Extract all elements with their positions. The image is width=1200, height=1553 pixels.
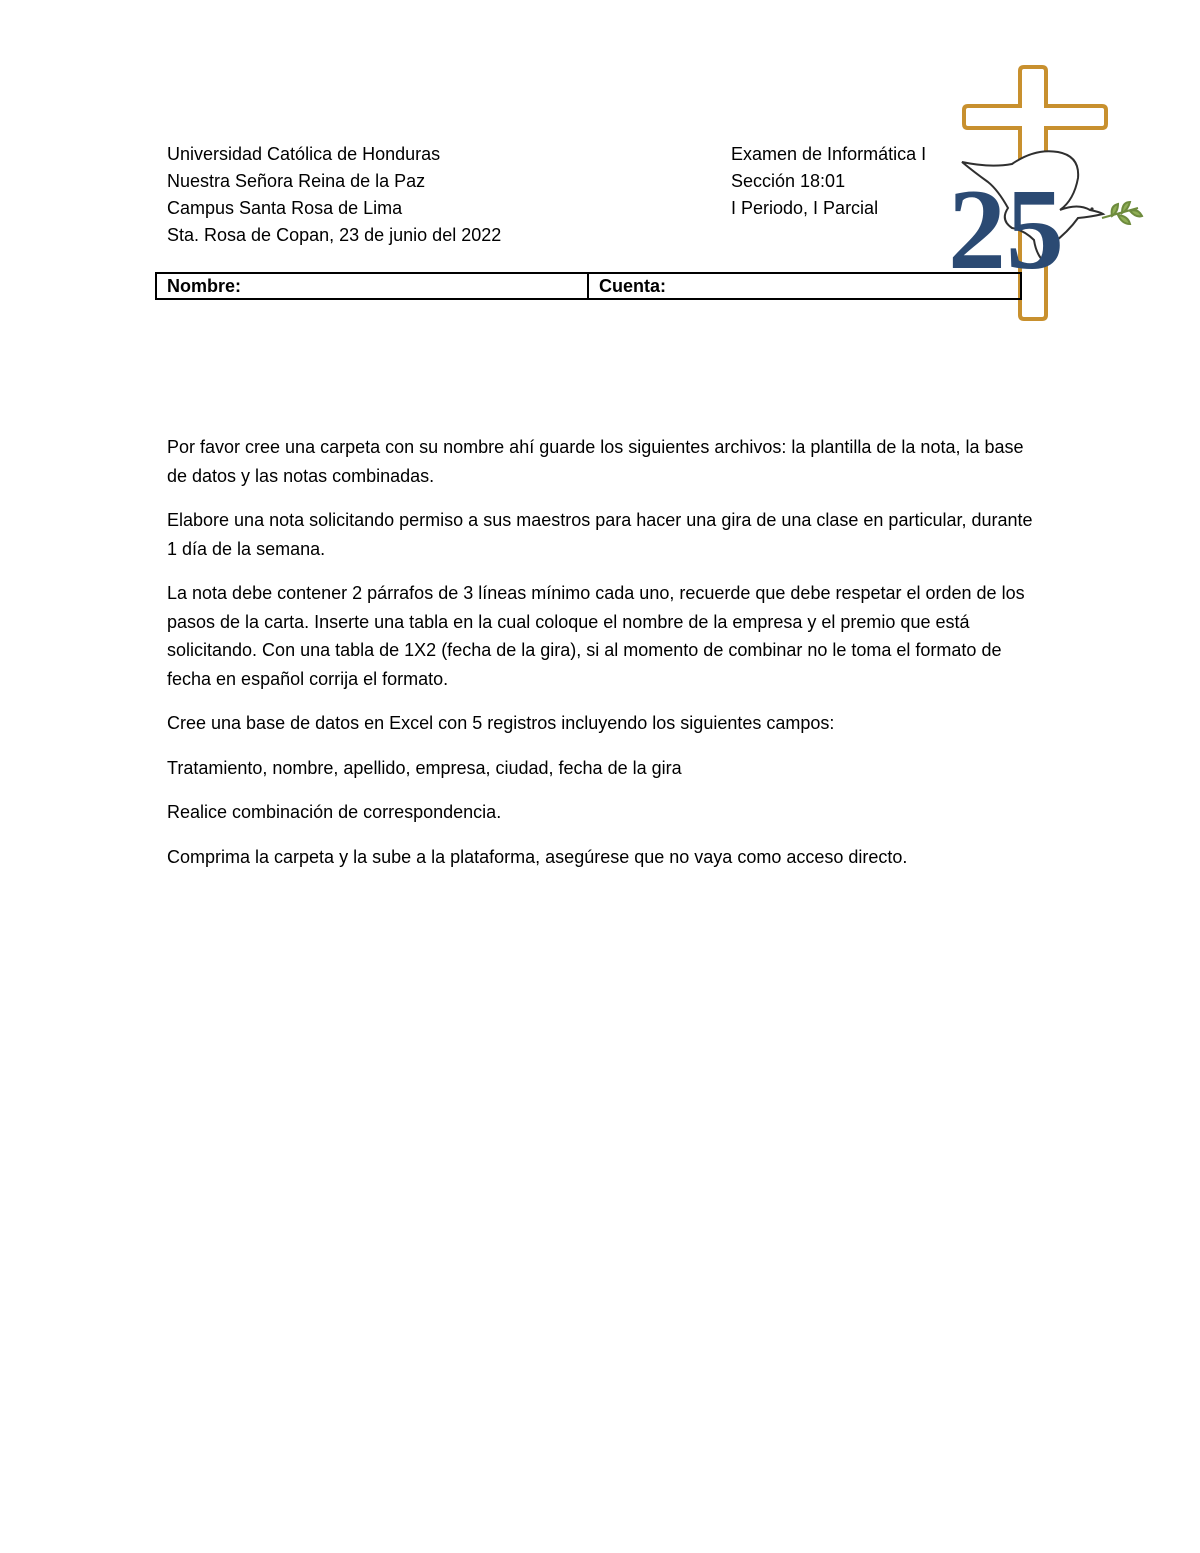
university-name: Universidad Católica de Honduras [167, 144, 441, 164]
campus-name: Campus Santa Rosa de Lima [167, 198, 403, 218]
institution-header [167, 141, 707, 249]
name-field[interactable] [157, 274, 589, 298]
exam-header [731, 141, 961, 222]
svg-text:25: 25 [948, 166, 1064, 294]
instruction-paragraph: Realice combinación de correspondencia. [167, 802, 502, 822]
instructions [167, 433, 1047, 887]
exam-period: I Periodo, I Parcial [731, 198, 879, 218]
instruction-paragraph: Cree una base de datos en Excel con 5 registros incluyendo los siguientes campos: [167, 713, 835, 733]
student-id-table [155, 272, 1022, 300]
name-label: Nombre: [167, 276, 242, 296]
account-field[interactable] [589, 274, 1020, 298]
campus-patron: Nuestra Señora Reina de la Paz [167, 171, 426, 191]
instruction-paragraph: Comprima la carpeta y la sube a la plataforma, asegúrese que no vaya como acceso directo. [167, 846, 908, 867]
instruction-paragraph: La nota debe contener 2 párrafos de 3 líneas mínimo cada uno, recuerde que debe respetar el orden de los pasos de la carta. Inserte una tabla en la cual coloque el nombre de la empresa y el premio que está solicitando. Con una tabla de 1X2 (fecha de la gira), si al momento de combinar no le toma el formato de fecha en español corrija el formato. [167, 583, 1025, 689]
place-date: Sta. Rosa de Copan, 23 de junio del 2022 [167, 225, 502, 245]
exam-section: Sección 18:01 [731, 171, 846, 191]
exam-title: Examen de Informática I [731, 144, 927, 164]
account-label: Cuenta: [599, 276, 666, 296]
instruction-paragraph: Elabore una nota solicitando permiso a sus maestros para hacer una gira de una clase en particular, durante 1 día de la semana. [167, 510, 1033, 559]
instruction-paragraph: Tratamiento, nombre, apellido, empresa, ciudad, fecha de la gira [167, 757, 682, 778]
instruction-paragraph: Por favor cree una carpeta con su nombre ahí guarde los siguientes archivos: la plantilla de la nota, la base de datos y las notas combinadas. [167, 437, 1024, 486]
